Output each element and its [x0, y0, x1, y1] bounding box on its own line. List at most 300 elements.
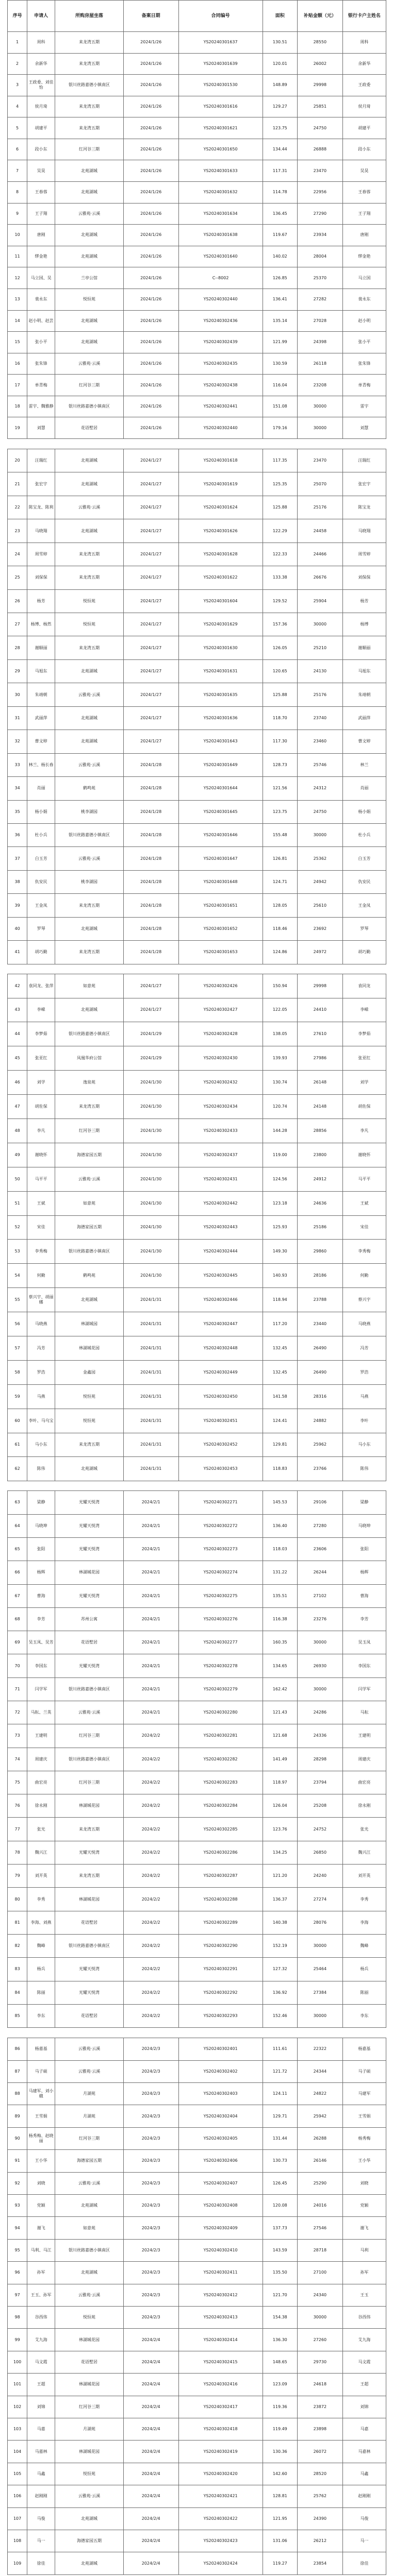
table-cell: 孙军	[342, 2262, 386, 2284]
table-cell: 31	[8, 706, 27, 730]
table-cell: 李东	[27, 2004, 55, 2027]
table-cell: 13	[8, 289, 27, 310]
table-cell: 179.16	[263, 417, 297, 439]
table-row	[8, 396, 386, 417]
data-table	[7, 449, 386, 964]
table-cell: 曲宏亮	[27, 1771, 55, 1794]
table-cell: 赵刚刚	[342, 2485, 386, 2507]
table-cell: 缪金艳	[342, 246, 386, 267]
table-cell: 悦恒苑	[55, 2463, 124, 2485]
table-cell: YS20240301621	[178, 117, 263, 139]
table-cell: 海德家园五期	[55, 1215, 124, 1240]
table-cell: 杨博、杨然	[27, 613, 55, 636]
table-cell: 30000	[297, 1677, 342, 1701]
table-cell: 25746	[297, 753, 342, 776]
table-cell: YS20240302285	[178, 1818, 263, 1841]
table-cell: 袁同龙	[342, 974, 386, 998]
table-cell: 121.72	[263, 2060, 297, 2082]
table-cell: 来龙湾五期	[55, 941, 124, 964]
table-row	[8, 753, 386, 776]
table-cell: 2024/1/28	[123, 917, 178, 940]
table-row	[8, 1071, 386, 1095]
table-cell: 北苑湖城	[55, 2262, 124, 2284]
table-cell: 王玉、孙军	[27, 2284, 55, 2306]
table-row	[8, 2004, 386, 2027]
table-row	[8, 519, 386, 543]
table-cell: YS20240302291	[178, 1958, 263, 1981]
table-cell: 胡佐保	[27, 1095, 55, 1119]
table-cell: 78	[8, 1841, 27, 1864]
table-cell: 30000	[297, 1934, 342, 1957]
column-header: 申请人	[27, 1, 55, 32]
table-cell: YS20240302411	[178, 2262, 263, 2284]
table-cell: 28520	[297, 2463, 342, 2485]
table-cell: 单青梅	[27, 375, 55, 396]
table-cell: 22322	[297, 2038, 342, 2060]
table-cell: 马文霞	[27, 2351, 55, 2373]
table-cell: 李秀	[27, 1888, 55, 1911]
table-cell: YS20240302440	[178, 289, 263, 310]
table-cell: 马晓燕	[342, 1312, 386, 1336]
header-row	[8, 1, 386, 32]
table-cell: 22956	[297, 182, 342, 204]
table-cell: 121.43	[263, 1701, 297, 1724]
table-cell: 136.41	[263, 289, 297, 310]
table-cell: YS20240301632	[178, 182, 263, 204]
table-cell: 51	[8, 1191, 27, 1215]
table-cell: 王超	[342, 2374, 386, 2396]
table-cell: 123.75	[263, 117, 297, 139]
table-cell: YS20240301631	[178, 659, 263, 683]
table-cell: 李国东	[342, 1654, 386, 1677]
table-cell: 2024/2/4	[123, 2329, 178, 2351]
table-cell: 林湖城花园	[55, 1561, 124, 1584]
table-cell: 143.59	[263, 2239, 297, 2261]
table-cell: 123.75	[263, 800, 297, 823]
table-cell: 2024/1/30	[123, 1118, 178, 1143]
table-row	[8, 917, 386, 940]
table-cell: 120.74	[263, 1095, 297, 1119]
table-cell: 25	[8, 566, 27, 589]
table-cell: YS20240302274	[178, 1561, 263, 1584]
table-row	[8, 2374, 386, 2396]
table-cell: 刘慧	[27, 417, 55, 439]
table-cell: 61	[8, 1433, 27, 1457]
table-row	[8, 777, 386, 800]
table-cell: 124.56	[263, 1167, 297, 1191]
table-cell: 160.35	[263, 1631, 297, 1654]
table-cell: 张小平	[342, 332, 386, 353]
table-cell: YS20240301618	[178, 449, 263, 472]
table-row	[8, 203, 386, 225]
table-cell: 银川丝路嘉德小镇南区	[55, 1934, 124, 1957]
table-cell: 缪金艳	[27, 246, 55, 267]
table-cell: 光耀天悦湾	[55, 1981, 124, 2004]
table-cell: YS20240302452	[178, 1433, 263, 1457]
table-row	[8, 2418, 386, 2441]
table-cell: 北苑湖城	[55, 2552, 124, 2574]
table-cell: 2024/2/4	[123, 2351, 178, 2373]
table-row	[8, 2396, 386, 2418]
table-cell: 2024/1/28	[123, 777, 178, 800]
table-cell: 光耀天悦湾	[55, 1841, 124, 1864]
table-cell: 罗浩	[27, 1360, 55, 1384]
table-cell: 23740	[297, 706, 342, 730]
table-row	[8, 1537, 386, 1561]
table-cell: 2024/1/26	[123, 246, 178, 267]
data-table	[7, 974, 386, 1482]
table-row	[8, 2552, 386, 2574]
table-cell: 罗琴	[342, 917, 386, 940]
table-cell: 2024/1/31	[123, 1312, 178, 1336]
table-cell: 123.76	[263, 1818, 297, 1841]
table-cell: 2024/2/2	[123, 2004, 178, 2027]
table-cell: 马子硕	[342, 2060, 386, 2082]
table-cell: 17	[8, 375, 27, 396]
table-cell: 2024/2/2	[123, 1865, 178, 1888]
table-row	[8, 117, 386, 139]
table-cell: 134.25	[263, 1841, 297, 1864]
table-row	[8, 1240, 386, 1264]
table-cell: 悦恒苑	[55, 613, 124, 636]
table-cell: 2024/1/26	[123, 96, 178, 117]
table-cell: 刘开英	[27, 1865, 55, 1888]
table-cell: 光耀天悦湾	[55, 1584, 124, 1607]
table-cell: 2024/2/1	[123, 1537, 178, 1561]
table-cell: 2024/2/2	[123, 1981, 178, 2004]
table-cell: 马嘉	[27, 2418, 55, 2441]
table-cell: 兰亭公馆	[55, 267, 124, 289]
table-cell: 李嵘	[342, 998, 386, 1022]
table-cell: 2024/2/4	[123, 2374, 178, 2396]
table-cell: 月湖苑	[55, 2082, 124, 2105]
table-cell: 北苑湖城	[55, 182, 124, 204]
table-row	[8, 75, 386, 96]
table-cell: 135.50	[263, 2262, 297, 2284]
table-cell: 131.06	[263, 2530, 297, 2552]
table-row	[8, 1215, 386, 1240]
table-row	[8, 1336, 386, 1360]
table-cell: 26146	[297, 2150, 342, 2172]
table-cell: 马小东	[27, 1433, 55, 1457]
table-cell: 118.70	[263, 706, 297, 730]
table-cell: 42	[8, 974, 27, 998]
table-cell: 罗浩	[342, 1360, 386, 1384]
table-cell: 23934	[297, 225, 342, 246]
table-row	[8, 2284, 386, 2306]
table-cell: 刘晓	[27, 2172, 55, 2194]
table-cell: 2024/2/4	[123, 2552, 178, 2574]
table-cell: 李东	[342, 2004, 386, 2027]
table-cell: 119.00	[263, 1143, 297, 1167]
table-cell: 来龙湾五期	[55, 1095, 124, 1119]
table-cell: 118.83	[263, 1457, 297, 1481]
table-cell: 曲宏亮	[342, 1771, 386, 1794]
table-cell: 119.67	[263, 225, 297, 246]
table-cell: YS20240302289	[178, 1911, 263, 1934]
table-cell: 北苑湖城	[55, 1288, 124, 1312]
table-row	[8, 353, 386, 375]
table-cell: 杨芳	[27, 589, 55, 613]
table-cell: 26	[8, 589, 27, 613]
table-cell: 林兰	[342, 753, 386, 776]
table-cell: 来龙湾五期	[55, 32, 124, 54]
table-cell: 马平平	[27, 1167, 55, 1191]
table-cell: YS20240302405	[178, 2127, 263, 2149]
table-cell: 海德家园五期	[55, 2530, 124, 2552]
table-cell: 谷西伟	[27, 2307, 55, 2329]
table-cell: 26288	[297, 2127, 342, 2149]
table-cell: 闫学军	[342, 1677, 386, 1701]
table-cell: 123.18	[263, 1191, 297, 1215]
table-cell: 魏峰	[342, 1934, 386, 1957]
table-cell: 2024/1/30	[123, 1071, 178, 1095]
table-cell: 马燕	[342, 1384, 386, 1409]
table-cell: 王春蓉	[27, 182, 55, 204]
table-row	[8, 706, 386, 730]
table-cell: 雷宇	[342, 396, 386, 417]
table-cell: 152.19	[263, 1934, 297, 1957]
table-cell: 胡巧勤	[27, 941, 55, 964]
table-cell: 121.95	[263, 2507, 297, 2530]
table-cell: 125.88	[263, 496, 297, 519]
table-cell: 25962	[297, 1433, 342, 1457]
column-header: 备案日期	[123, 1, 178, 32]
table-cell: 汪瑞红	[27, 449, 55, 472]
table-row	[8, 1433, 386, 1457]
table-cell: 银川丝路嘉德小镇南区	[55, 823, 124, 846]
table-cell: 魏兴江	[342, 1841, 386, 1864]
table-cell: 张朱锋	[342, 353, 386, 375]
table-row	[8, 2239, 386, 2261]
table-row	[8, 1794, 386, 1818]
table-cell: 2024/2/1	[123, 1701, 178, 1724]
table-cell: 谢晓怀	[342, 1143, 386, 1167]
table-row	[8, 32, 386, 54]
table-row	[8, 1958, 386, 1981]
table-row	[8, 1288, 386, 1312]
table-cell: 120.08	[263, 2194, 297, 2216]
table-cell: 赵刚刚	[27, 2485, 55, 2507]
table-cell: 24636	[297, 1191, 342, 1215]
table-cell: 刘学	[342, 1071, 386, 1095]
table-cell: 4	[8, 96, 27, 117]
table-cell: 37	[8, 847, 27, 870]
table-cell: 刘慧	[342, 417, 386, 439]
table-cell: 102	[8, 2396, 27, 2418]
table-cell: 2024/1/27	[123, 496, 178, 519]
table-cell: YS20240302437	[178, 1143, 263, 1167]
table-cell: 130.74	[263, 1071, 297, 1095]
table-cell: 李凡	[342, 1118, 386, 1143]
table-cell: 129.52	[263, 589, 297, 613]
table-cell: 周科	[27, 32, 55, 54]
table-cell: 2024/1/26	[123, 225, 178, 246]
table-cell: 2024/2/3	[123, 2172, 178, 2194]
table-row	[8, 2307, 386, 2329]
table-cell: 林湖城园	[55, 1312, 124, 1336]
table-cell: YS20240302401	[178, 2038, 263, 2060]
table-cell: YS20240301650	[178, 139, 263, 160]
table-cell: YS20240302271	[178, 1491, 263, 1514]
table-cell: 27290	[297, 203, 342, 225]
table-cell: 银川丝路嘉德小镇南区	[55, 396, 124, 417]
table-cell: YS20240302441	[178, 396, 263, 417]
table-cell: 花语墅居	[55, 2351, 124, 2373]
table-cell: 陈丽	[342, 1981, 386, 2004]
table-cell: YS20240302431	[178, 1167, 263, 1191]
table-cell: 24466	[297, 543, 342, 566]
table-cell: 125.88	[263, 683, 297, 706]
table-cell: 36	[8, 823, 27, 846]
table-cell: 李芳	[27, 1607, 55, 1631]
table-cell: 126.45	[263, 2172, 297, 2194]
table-cell: 2024/2/4	[123, 2507, 178, 2530]
table-cell: 杨小娟	[342, 800, 386, 823]
table-cell: YS20240302404	[178, 2105, 263, 2127]
table-cell: 2024/1/27	[123, 449, 178, 472]
table-cell: 北苑湖城	[55, 659, 124, 683]
table-cell: 2024/2/1	[123, 1677, 178, 1701]
table-cell: 北苑湖城	[55, 449, 124, 472]
table-cell: 24458	[297, 519, 342, 543]
table-cell: 杨兵	[27, 1958, 55, 1981]
column-header: 合同编号	[178, 1, 263, 32]
table-cell: 73	[8, 1724, 27, 1748]
table-cell: 41	[8, 941, 27, 964]
table-cell: 马晓坤	[27, 1514, 55, 1537]
table-cell: 周科	[342, 32, 386, 54]
table-cell: 银川丝路嘉德小镇南区	[55, 1677, 124, 1701]
table-cell: 李叶、马乌宝	[27, 1409, 55, 1433]
table-cell: 59	[8, 1384, 27, 1409]
table-cell: 2024/1/27	[123, 543, 178, 566]
table-cell: 光耀天悦湾	[55, 1958, 124, 1981]
table-cell: 27986	[297, 1046, 342, 1071]
table-cell: 李叶	[342, 1409, 386, 1433]
table-cell: 26002	[297, 53, 342, 75]
table-cell: 王玉	[342, 2284, 386, 2306]
table-cell: 119.49	[263, 2418, 297, 2441]
table-cell: 北苑湖城	[55, 246, 124, 267]
table-cell: 29860	[297, 1240, 342, 1264]
table-cell: 侯月琦	[27, 96, 55, 117]
data-table	[7, 0, 386, 439]
table-row	[8, 1841, 386, 1864]
table-row	[8, 53, 386, 75]
table-cell: 谢顺丽	[27, 636, 55, 659]
table-row	[8, 998, 386, 1022]
table-cell: YS20240302410	[178, 2239, 263, 2261]
table-cell: YS20240302277	[178, 1631, 263, 1654]
table-cell: 30000	[297, 613, 342, 636]
table-cell: 119.27	[263, 2552, 297, 2574]
table-cell: 57	[8, 1336, 27, 1360]
table-cell: 鹤鸣苑	[55, 1264, 124, 1288]
table-row	[8, 730, 386, 753]
table-cell: 49	[8, 1143, 27, 1167]
table-cell: 10	[8, 225, 27, 246]
table-cell: 140.93	[263, 1264, 297, 1288]
table-cell: 24750	[297, 117, 342, 139]
table-cell: 117.31	[263, 160, 297, 182]
table-cell: 21	[8, 472, 27, 496]
table-cell: 北苑湖城	[55, 1457, 124, 1481]
table-cell: 28718	[297, 2239, 342, 2261]
table-cell: 2024/1/29	[123, 1046, 178, 1071]
table-cell: 121.56	[263, 777, 297, 800]
table-cell: 北苑湖城	[55, 332, 124, 353]
table-cell: 28298	[297, 1748, 342, 1771]
table-cell: 2024/1/30	[123, 1143, 178, 1167]
table-cell: 林湖城花园	[55, 2441, 124, 2463]
table-cell: 30000	[297, 2307, 342, 2329]
table-cell: 梁静	[27, 1491, 55, 1514]
table-cell: 155.48	[263, 823, 297, 846]
table-cell: 2024/1/31	[123, 1288, 178, 1312]
table-cell: 141.58	[263, 1384, 297, 1409]
table-cell: YS20240301651	[178, 894, 263, 917]
table-cell: YS20240302283	[178, 1771, 263, 1794]
table-cell: 25208	[297, 1794, 342, 1818]
table-row	[8, 2150, 386, 2172]
table-cell: 2024/2/3	[123, 2284, 178, 2306]
table-cell: 王雪娟	[342, 2105, 386, 2127]
table-cell: 28550	[297, 32, 342, 54]
table-cell: 28316	[297, 1384, 342, 1409]
table-cell: 马晓翔	[27, 519, 55, 543]
table-cell: 128.73	[263, 753, 297, 776]
table-cell: 云雅苑·云溪	[55, 753, 124, 776]
table-cell: 徐佳	[27, 2552, 55, 2574]
table-cell: 25464	[297, 1958, 342, 1981]
table-cell: 132.45	[263, 1336, 297, 1360]
table-cell: 吴玉凤、吴芳	[27, 1631, 55, 1654]
table-cell: 136.45	[263, 203, 297, 225]
table-cell: 刘学	[27, 1071, 55, 1095]
table-cell: 吴昊	[342, 160, 386, 182]
table-cell: YS20240302451	[178, 1409, 263, 1433]
table-cell: 24882	[297, 1409, 342, 1433]
table-cell: 33	[8, 753, 27, 776]
table-row	[8, 1818, 386, 1841]
table-cell: 2024/1/26	[123, 267, 178, 289]
table-cell: 马嘉林	[342, 2441, 386, 2463]
table-cell: 43	[8, 998, 27, 1022]
table-row	[8, 1654, 386, 1677]
table-cell: 赵小明	[342, 310, 386, 332]
table-cell: 121.20	[263, 1865, 297, 1888]
table-row	[8, 2127, 386, 2149]
table-cell: 北苑湖城	[55, 225, 124, 246]
table-cell: YS20240302284	[178, 1794, 263, 1818]
table-cell: 2024/1/28	[123, 753, 178, 776]
table-cell: YS20240302428	[178, 1022, 263, 1046]
table-cell: 悦恒苑	[55, 2307, 124, 2329]
table-cell: YS20240302417	[178, 2396, 263, 2418]
table-cell: 北苑湖城	[55, 160, 124, 182]
table-cell: 海德家园五期	[55, 1143, 124, 1167]
table-cell: 马燕	[27, 1384, 55, 1409]
table-cell: 93	[8, 2194, 27, 2216]
table-cell: 94	[8, 2217, 27, 2239]
table-cell: 25176	[297, 496, 342, 519]
table-cell: 白玉芳	[342, 847, 386, 870]
table-cell: 张光	[27, 1818, 55, 1841]
table-row	[8, 1865, 386, 1888]
table-cell: 116.04	[263, 375, 297, 396]
table-cell: 2024/2/3	[123, 2105, 178, 2127]
